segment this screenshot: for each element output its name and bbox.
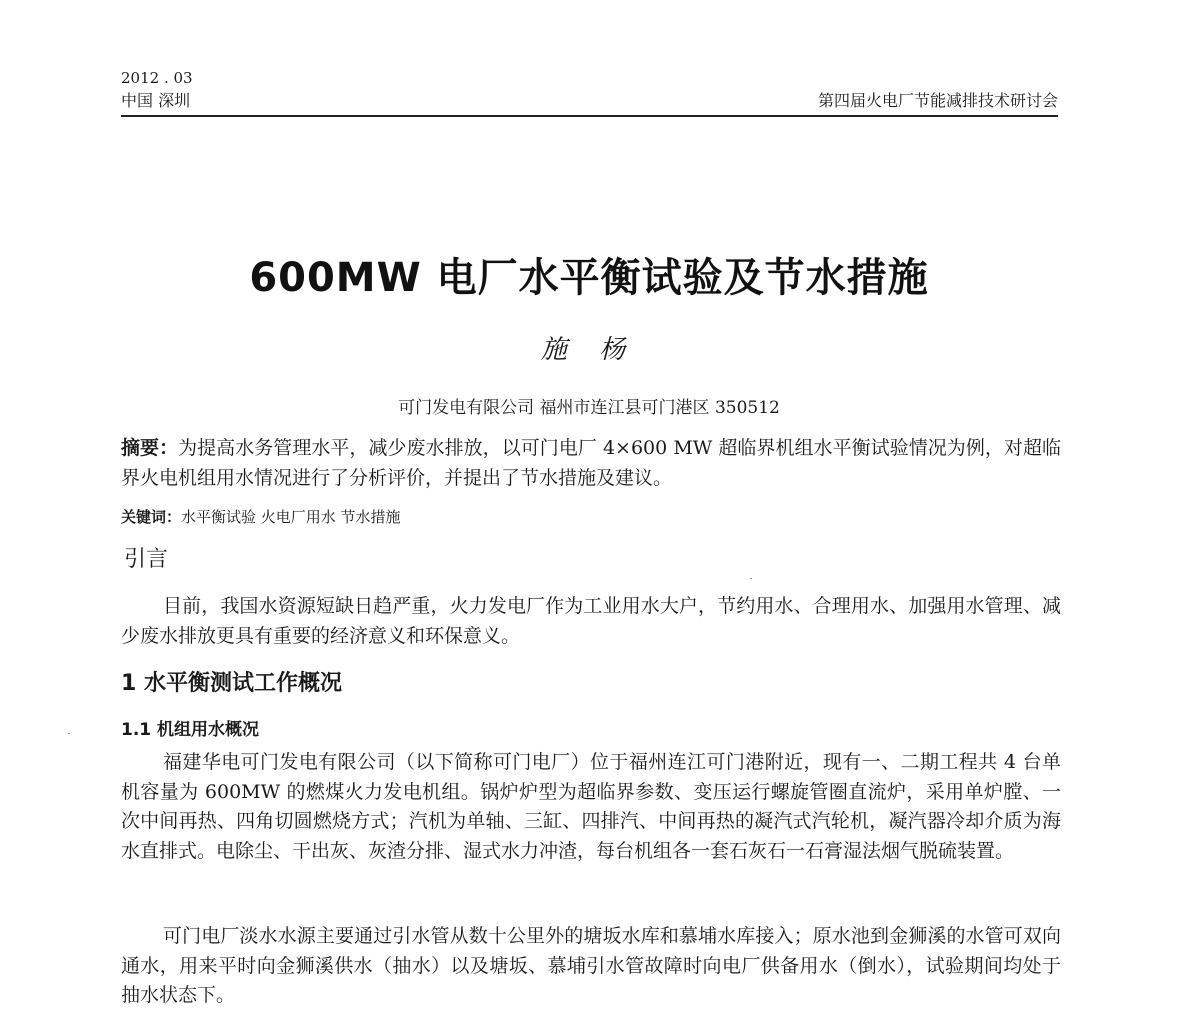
abstract — [121, 434, 1061, 493]
keywords — [121, 507, 401, 527]
keywords-label: 关键词： — [121, 508, 182, 526]
article-affiliation: 可门发电有限公司 福州市连江县可门港区 350512 — [398, 398, 780, 418]
section-1-1-paragraph-1: 福建华电可门发电有限公司（以下简称可门电厂）位于福州连江可门港附近，现有一、二期工程共 4 台单机容量为 600MW 的燃煤火力发电机组。锅炉炉型为超临界参数、变压运行螺旋管圈直流炉，采用单炉膛、一次中间再热、四角切圆燃烧方式；汽机为单轴、三缸、四排汽、中间再热的凝汽式汽轮机，凝汽器冷却介质为海水直排式。电除尘、干出灰、灰渣分排、湿式水力冲渣，每台机组各一套石灰石一石膏湿法烟气脱硫装置。 — [121, 751, 1061, 862]
abstract-text: 为提高水务管理水平，减少废水排放，以可门电厂 4×600 MW 超临界机组水平衡试验情况为例，对超临界火电机组用水情况进行了分析评价，并提出了节水措施及建议。 — [121, 437, 1061, 489]
article-title: 600MW 电厂水平衡试验及节水措施 — [249, 255, 929, 301]
scan-speck — [68, 733, 70, 734]
subsection-1-1-heading: 1.1 机组用水概况 — [121, 720, 260, 740]
header-date: 2012 . 03 — [121, 69, 193, 87]
introduction-body: 目前，我国水资源短缺日趋严重，火力发电厂作为工业用水大户，节约用水、合理用水、加强用水管理、减少废水排放更具有重要的经济意义和环保意义。 — [121, 595, 1061, 647]
keywords-text: 水平衡试验 火电厂用水 节水措施 — [181, 508, 401, 526]
section-1-1-paragraph-2: 可门电厂淡水水源主要通过引水管从数十公里外的塘坂水库和慕埔水库接入；原水池到金狮溪的水管可双向通水，用来平时向金狮溪供水（抽水）以及塘坂、慕埔引水管故障时向电厂供备用水（倒水），试验期间均处于抽水状态下。 — [121, 925, 1061, 1006]
header-rule — [121, 115, 1058, 117]
header-conference-name: 第四届火电厂节能减排技术研讨会 — [817, 91, 1058, 110]
abstract-label: 摘要： — [121, 437, 179, 459]
introduction-heading: 引言 — [124, 547, 169, 572]
section-1-heading: 1 水平衡测试工作概况 — [121, 671, 342, 696]
scan-speck — [750, 578, 752, 579]
article-author: 施 杨 — [540, 335, 638, 365]
header-location: 中国 深圳 — [121, 91, 191, 110]
